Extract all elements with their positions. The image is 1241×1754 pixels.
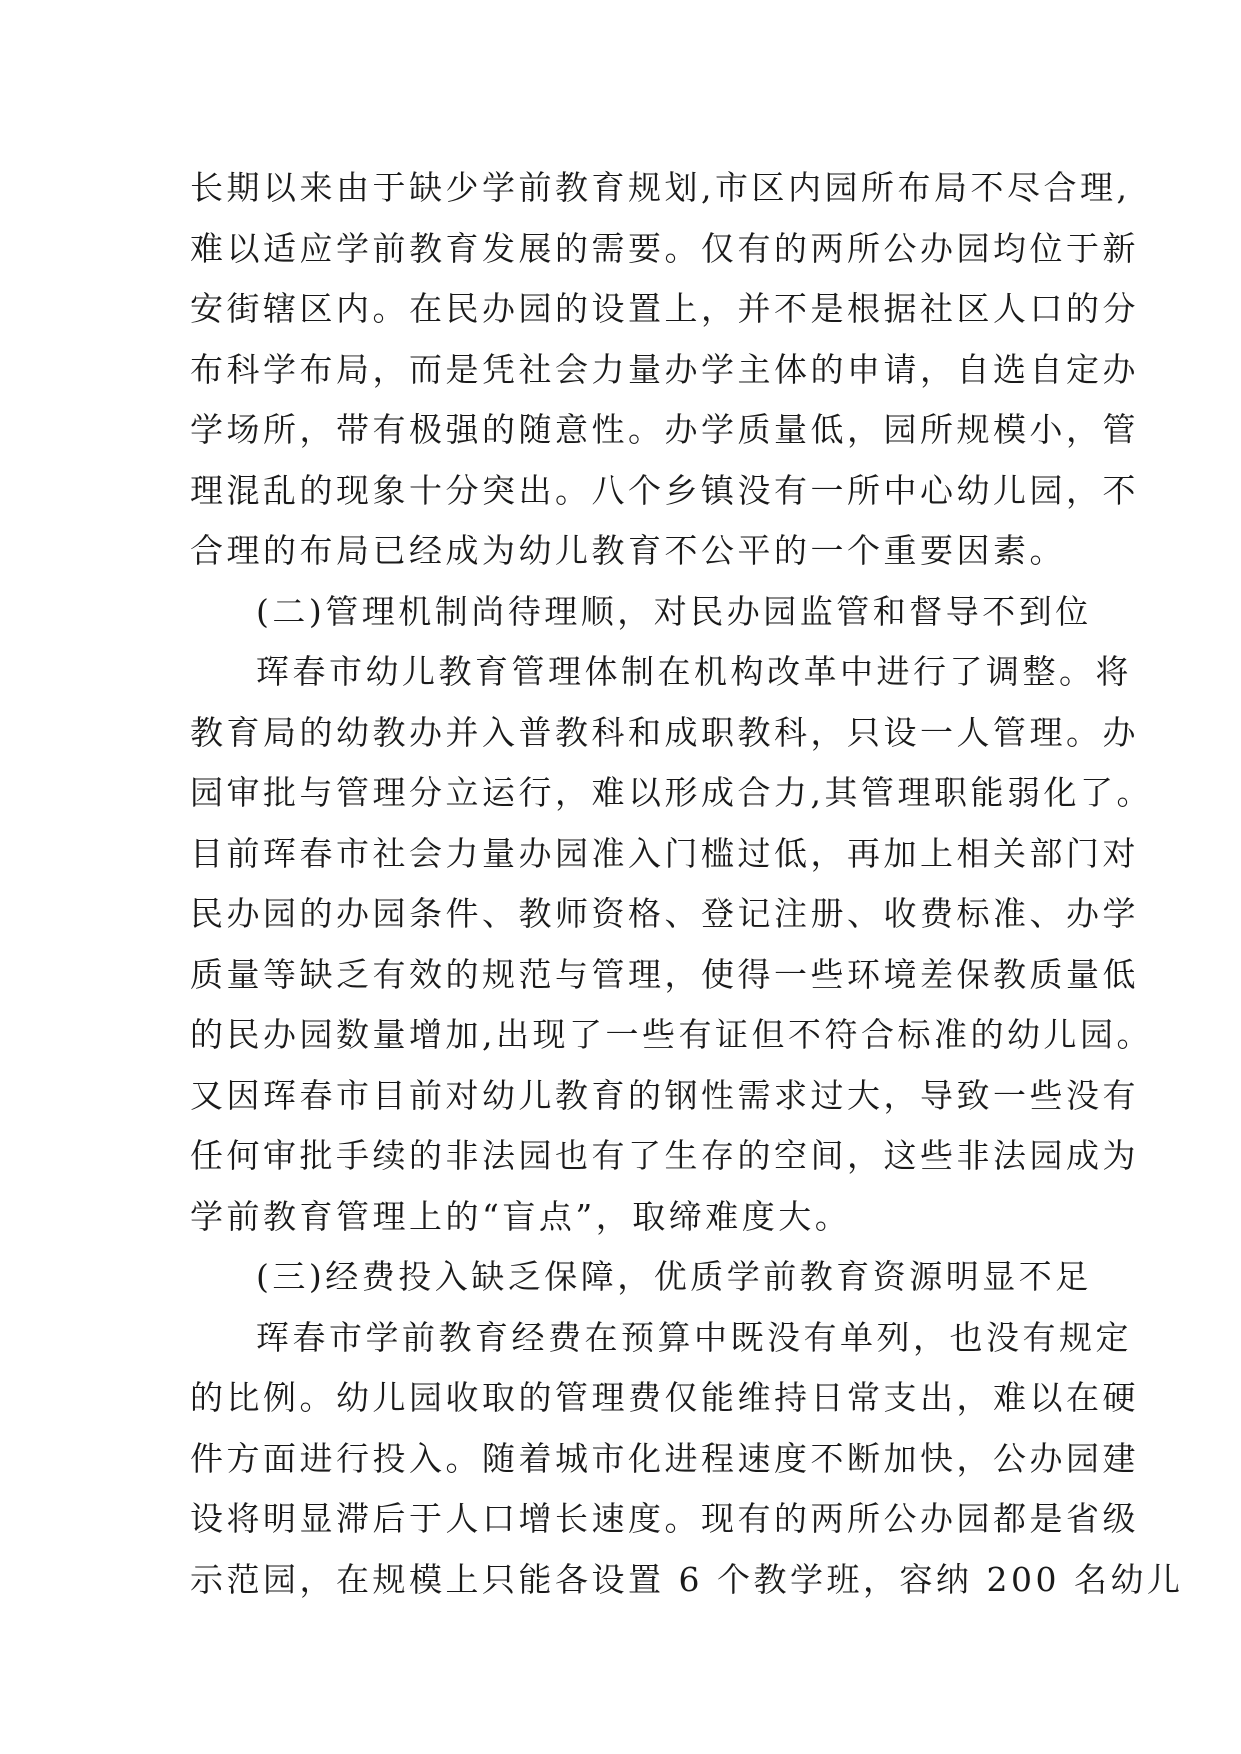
- section-heading: (三)经费投入缺乏保障，优质学前教育资源明显不足: [256, 1257, 1092, 1296]
- paragraph-first-line: 珲春市幼儿教育管理体制在机构改革中进行了调整。将: [256, 652, 1132, 691]
- paragraph-line: 又因珲春市目前对幼儿教育的钢性需求过大，导致一些没有: [190, 1075, 1139, 1115]
- paragraph-line: 学前教育管理上的“盲点”，取缔难度大。: [190, 1196, 852, 1236]
- paragraph-line: 质量等缺乏有效的规范与管理，使得一些环境差保教质量低: [190, 954, 1139, 994]
- paragraph-line: 示范园，在规模上只能各设置 6 个教学班，容纳 200 名幼儿: [190, 1559, 1184, 1599]
- document-body: [190, 158, 1184, 1610]
- paragraph-first-line: 珲春市学前教育经费在预算中既没有单列，也没有规定: [256, 1317, 1132, 1357]
- paragraph-line: 的民办园数量增加,出现了一些有证但不符合标准的幼儿园。: [190, 1015, 1153, 1054]
- paragraph-line: 教育局的幼教办并入普教科和成职教科，只设一人管理。办: [190, 712, 1139, 752]
- paragraph-line: 布科学布局，而是凭社会力量办学主体的申请，自选自定办: [190, 349, 1139, 389]
- paragraph-line: 园审批与管理分立运行，难以形成合力,其管理职能弱化了。: [190, 773, 1153, 812]
- paragraph-line: 目前珲春市社会力量办园准入门槛过低，再加上相关部门对: [190, 833, 1139, 873]
- paragraph-line: 安街辖区内。在民办园的设置上，并不是根据社区人口的分: [190, 289, 1139, 328]
- paragraph-line: 合理的布局已经成为幼儿教育不公平的一个重要因素。: [190, 531, 1066, 570]
- paragraph-line: 设将明显滞后于人口增长速度。现有的两所公办园都是省级: [190, 1499, 1139, 1538]
- paragraph-line: 的比例。幼儿园收取的管理费仅能维持日常支出，难以在硬: [190, 1378, 1139, 1417]
- section-heading: (二)管理机制尚待理顺，对民办园监管和督导不到位: [256, 591, 1092, 631]
- paragraph-line: 理混乱的现象十分突出。八个乡镇没有一所中心幼儿园，不: [190, 470, 1139, 510]
- paragraph-line: 任何审批手续的非法园也有了生存的空间，这些非法园成为: [190, 1136, 1139, 1175]
- paragraph-line: 难以适应学前教育发展的需要。仅有的两所公办园均位于新: [190, 228, 1139, 268]
- paragraph-line: 长期以来由于缺少学前教育规划,市区内园所布局不尽合理,: [190, 168, 1131, 207]
- paragraph-line: 民办园的办园条件、教师资格、登记注册、收费标准、办学: [190, 894, 1139, 933]
- paragraph-line: 学场所，带有极强的随意性。办学质量低，园所规模小，管: [190, 410, 1139, 449]
- paragraph-line: 件方面进行投入。随着城市化进程速度不断加快，公办园建: [190, 1438, 1139, 1478]
